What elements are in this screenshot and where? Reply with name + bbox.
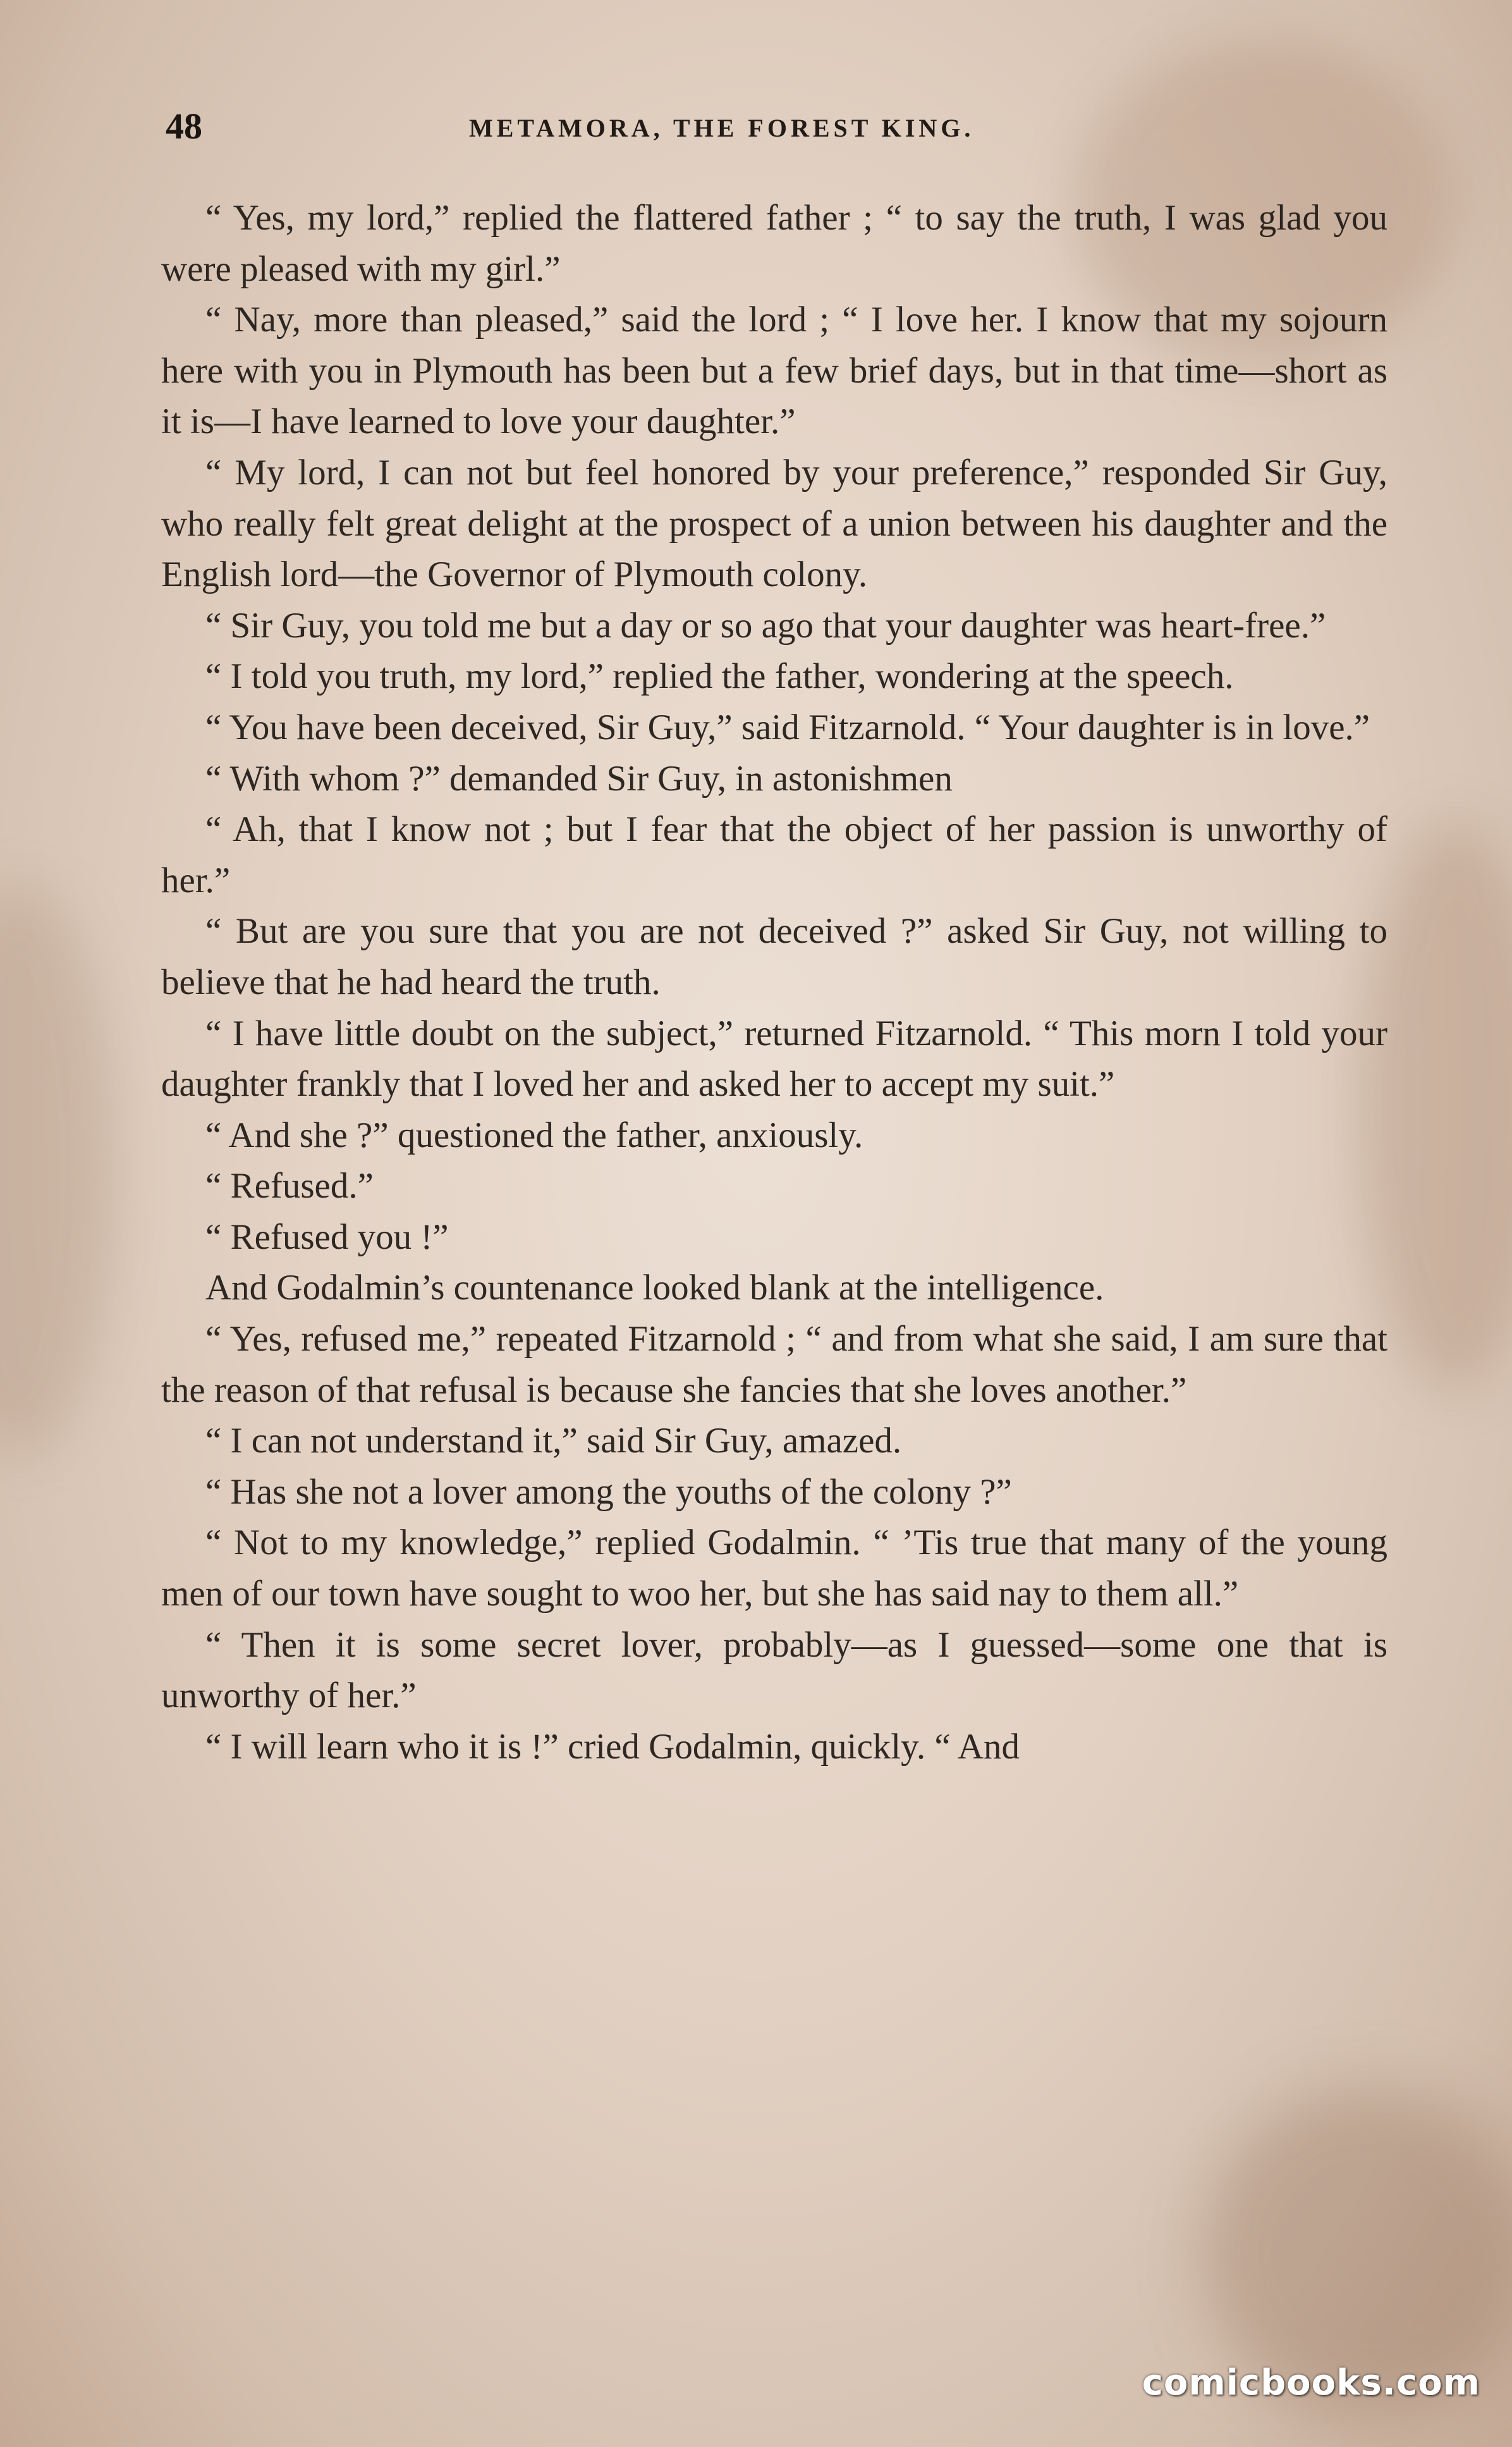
paragraph: “ Refused.” xyxy=(205,1166,374,1206)
paragraph: “ Yes, my lord,” replied the flattered father ; “ to say the truth, I was glad you were pleased with my girl.” xyxy=(161,198,1387,289)
paragraph: “ Refused you !” xyxy=(205,1217,449,1257)
paragraph: “ With whom ?” demanded Sir Guy, in astonishmen xyxy=(205,758,953,799)
body-text xyxy=(161,193,1387,1772)
paragraph: “ I told you truth, my lord,” replied the father, wondering at the speech. xyxy=(205,656,1234,697)
paragraph: “ My lord, I can not but feel honored by your preference,” responded Sir Guy, who really felt great delight at the prospect of a union between his daughter and the English lord—the Governor of Plymouth colony. xyxy=(161,452,1387,595)
paragraph: “ I have little doubt on the subject,” returned Fitzarnold. “ This morn I told your daughter frankly that I loved her and asked her to accept my suit.” xyxy=(161,1013,1387,1105)
page-number: 48 xyxy=(166,106,202,147)
paragraph: “ Not to my knowledge,” replied Godalmin. “ ’Tis true that many of the young men of our town have sought to woo her, but she has said nay to them all.” xyxy=(161,1523,1387,1614)
paragraph: “ And she ?” questioned the father, anxiously. xyxy=(205,1115,863,1155)
watermark: comicbooks.com xyxy=(1142,2362,1480,2403)
paragraph: “ I will learn who it is !” cried Godalmin, quickly. “ And xyxy=(205,1726,1020,1767)
paragraph: “ Has she not a lover among the youths of the colony ?” xyxy=(205,1471,1012,1512)
paragraph: And Godalmin’s countenance looked blank at the intelligence. xyxy=(205,1268,1104,1308)
paragraph: “ Yes, refused me,” repeated Fitzarnold ; “ and from what she said, I am sure that the reason of that refusal is because she fancies that she loves another.” xyxy=(161,1319,1387,1410)
page-header xyxy=(166,101,1386,152)
paragraph: “ Then it is some secret lover, probably—as I guessed—some one that is unworthy of her.” xyxy=(161,1624,1387,1716)
paragraph: “ Nay, more than pleased,” said the lord ; “ I love her. I know that my sojourn here with you in Plymouth has been but a few brief days, but in that time—short as it is—I have learned to love your daughter.” xyxy=(161,300,1387,442)
paragraph: “ Sir Guy, you told me but a day or so ago that your daughter was heart-free.” xyxy=(205,605,1326,646)
paragraph: “ I can not understand it,” said Sir Guy, amazed. xyxy=(205,1421,902,1461)
running-head: METAMORA, THE FOREST KING. xyxy=(469,114,975,142)
paragraph: “ Ah, that I know not ; but I fear that the object of her passion is unworthy of her.” xyxy=(161,809,1387,900)
paper-stain xyxy=(0,885,114,1454)
paragraph: “ You have been deceived, Sir Guy,” said Fitzarnold. “ Your daughter is in love.” xyxy=(205,707,1370,747)
paragraph: “ But are you sure that you are not deceived ?” asked Sir Guy, not willing to believe that he had heard the truth. xyxy=(161,911,1387,1002)
